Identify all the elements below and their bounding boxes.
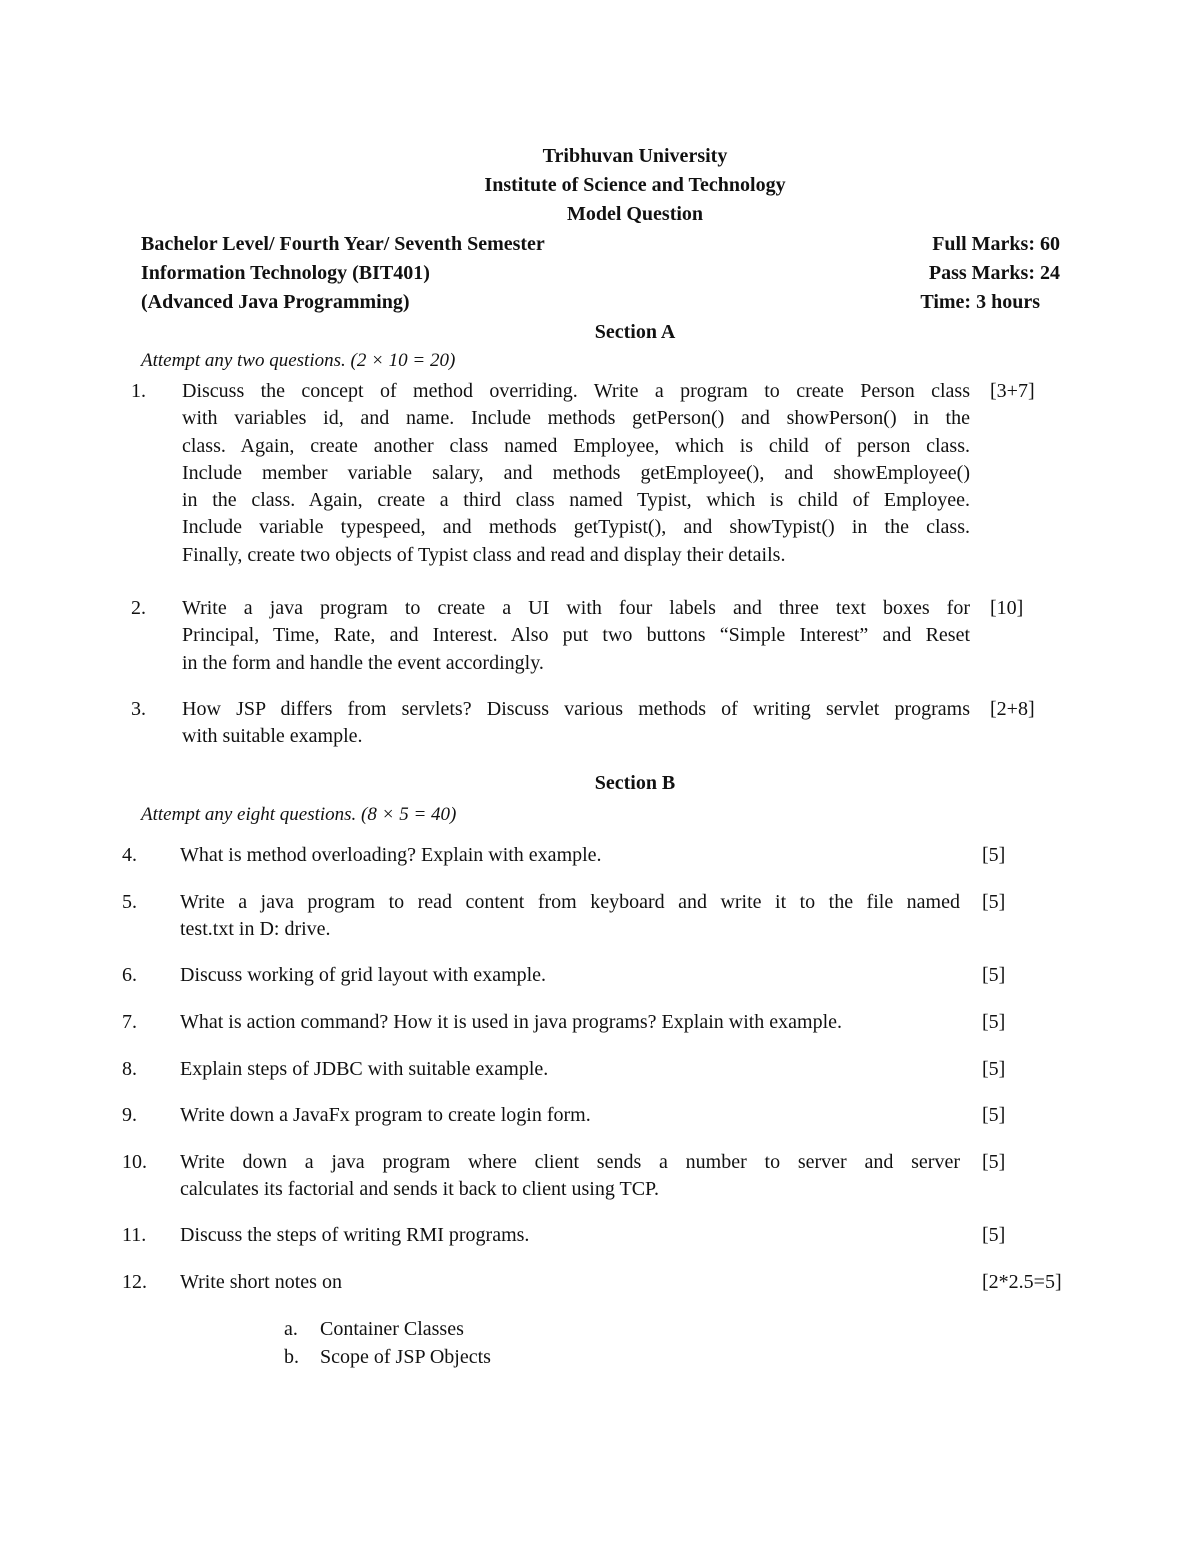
question-line: Write a java program to read content from keyboard and write it to the file named bbox=[180, 891, 960, 913]
question-number: 10. bbox=[122, 1151, 147, 1173]
question-marks: [5] bbox=[982, 1151, 1006, 1173]
question-marks: [5] bbox=[982, 891, 1006, 913]
question-line: with suitable example. bbox=[182, 725, 363, 748]
question-line: Write down a JavaFx program to create login form. bbox=[180, 1104, 591, 1126]
question-text bbox=[180, 889, 960, 944]
section-a-instruction: Attempt any two questions. (2 × 10 = 20) bbox=[141, 350, 456, 371]
question-line: Principal, Time, Rate, and Interest. Also put two buttons “Simple Interest” and Reset bbox=[182, 624, 970, 647]
question-number: 7. bbox=[122, 1011, 137, 1033]
section-b-instruction: Attempt any eight questions. (8 × 5 = 40) bbox=[141, 804, 457, 825]
question-text bbox=[180, 1102, 960, 1129]
question-line: Write a java program to create a UI with four labels and three text boxes for bbox=[182, 597, 970, 619]
question-text bbox=[180, 1149, 960, 1204]
question-marks: [3+7] bbox=[990, 380, 1035, 402]
section-b-title: Section B bbox=[594, 772, 676, 794]
question-marks: [5] bbox=[982, 1011, 1006, 1033]
question-text bbox=[180, 962, 960, 989]
question-line: Explain steps of JDBC with suitable example. bbox=[180, 1058, 549, 1080]
program-info: Information Technology (BIT401) bbox=[141, 262, 430, 284]
question-number: 3. bbox=[131, 698, 146, 720]
question-line: What is action command? How it is used in java programs? Explain with example. bbox=[180, 1011, 843, 1033]
question-line: Discuss working of grid layout with example. bbox=[180, 964, 547, 986]
question-number: 4. bbox=[122, 844, 137, 866]
paper-type: Model Question bbox=[566, 203, 704, 225]
pass-marks: Pass Marks: 24 bbox=[928, 262, 1060, 284]
question-marks: [5] bbox=[982, 844, 1006, 866]
question-marks: [2*2.5=5] bbox=[982, 1271, 1062, 1293]
question-text bbox=[182, 595, 970, 677]
level-info: Bachelor Level/ Fourth Year/ Seventh Semester bbox=[141, 233, 545, 255]
question-number: 12. bbox=[122, 1271, 147, 1293]
question-line: Write short notes on bbox=[180, 1271, 342, 1293]
question-line: What is method overloading? Explain with example. bbox=[180, 844, 602, 866]
question-line: test.txt in D: drive. bbox=[180, 918, 331, 941]
short-note-label: b. bbox=[284, 1346, 299, 1368]
question-text bbox=[180, 1009, 970, 1036]
question-marks: [5] bbox=[982, 1058, 1006, 1080]
question-marks: [2+8] bbox=[990, 698, 1035, 720]
section-a-title: Section A bbox=[594, 321, 676, 343]
time-allowed: Time: 3 hours bbox=[920, 291, 1040, 313]
question-number: 8. bbox=[122, 1058, 137, 1080]
question-text bbox=[182, 696, 970, 751]
question-line: How JSP differs from servlets? Discuss various methods of writing servlet programs bbox=[182, 698, 970, 720]
question-number: 9. bbox=[122, 1104, 137, 1126]
full-marks: Full Marks: 60 bbox=[932, 233, 1060, 255]
question-text bbox=[180, 1056, 960, 1083]
question-marks: [5] bbox=[982, 1104, 1006, 1126]
question-line: in the form and handle the event accordingly. bbox=[182, 651, 544, 674]
question-line: with variables id, and name. Include methods getPerson() and showPerson() in the bbox=[182, 407, 970, 430]
question-number: 6. bbox=[122, 964, 137, 986]
short-note-label: a. bbox=[284, 1318, 298, 1340]
question-text bbox=[180, 1222, 960, 1249]
question-line: Finally, create two objects of Typist class and read and display their details. bbox=[182, 543, 786, 566]
question-number: 11. bbox=[122, 1224, 147, 1246]
course-name: (Advanced Java Programming) bbox=[141, 291, 410, 313]
question-line: class. Again, create another class named Employee, which is child of person class. bbox=[182, 434, 970, 457]
question-line: in the class. Again, create a third class named Typist, which is child of Employee. bbox=[182, 489, 970, 512]
question-line: Discuss the concept of method overriding. Write a program to create Person class bbox=[182, 380, 970, 402]
question-line: Discuss the steps of writing RMI programs. bbox=[180, 1224, 530, 1246]
question-text bbox=[180, 842, 960, 869]
question-text bbox=[182, 378, 970, 569]
question-marks: [5] bbox=[982, 1224, 1006, 1246]
university-name: Tribhuvan University bbox=[542, 145, 728, 167]
question-line: Include member variable salary, and methods getEmployee(), and showEmployee() bbox=[182, 461, 970, 484]
question-line: Include variable typespeed, and methods getTypist(), and showTypist() in the class. bbox=[182, 516, 970, 539]
question-line: Write down a java program where client sends a number to server and server bbox=[180, 1151, 960, 1173]
short-note-text: Container Classes bbox=[320, 1318, 464, 1340]
question-number: 2. bbox=[131, 597, 146, 619]
question-text bbox=[180, 1269, 960, 1296]
institute-name: Institute of Science and Technology bbox=[484, 174, 786, 196]
question-marks: [10] bbox=[990, 597, 1024, 619]
question-marks: [5] bbox=[982, 964, 1006, 986]
question-line: calculates its factorial and sends it back to client using TCP. bbox=[180, 1178, 659, 1201]
question-number: 5. bbox=[122, 891, 137, 913]
question-number: 1. bbox=[131, 380, 146, 402]
short-note-text: Scope of JSP Objects bbox=[320, 1346, 491, 1368]
